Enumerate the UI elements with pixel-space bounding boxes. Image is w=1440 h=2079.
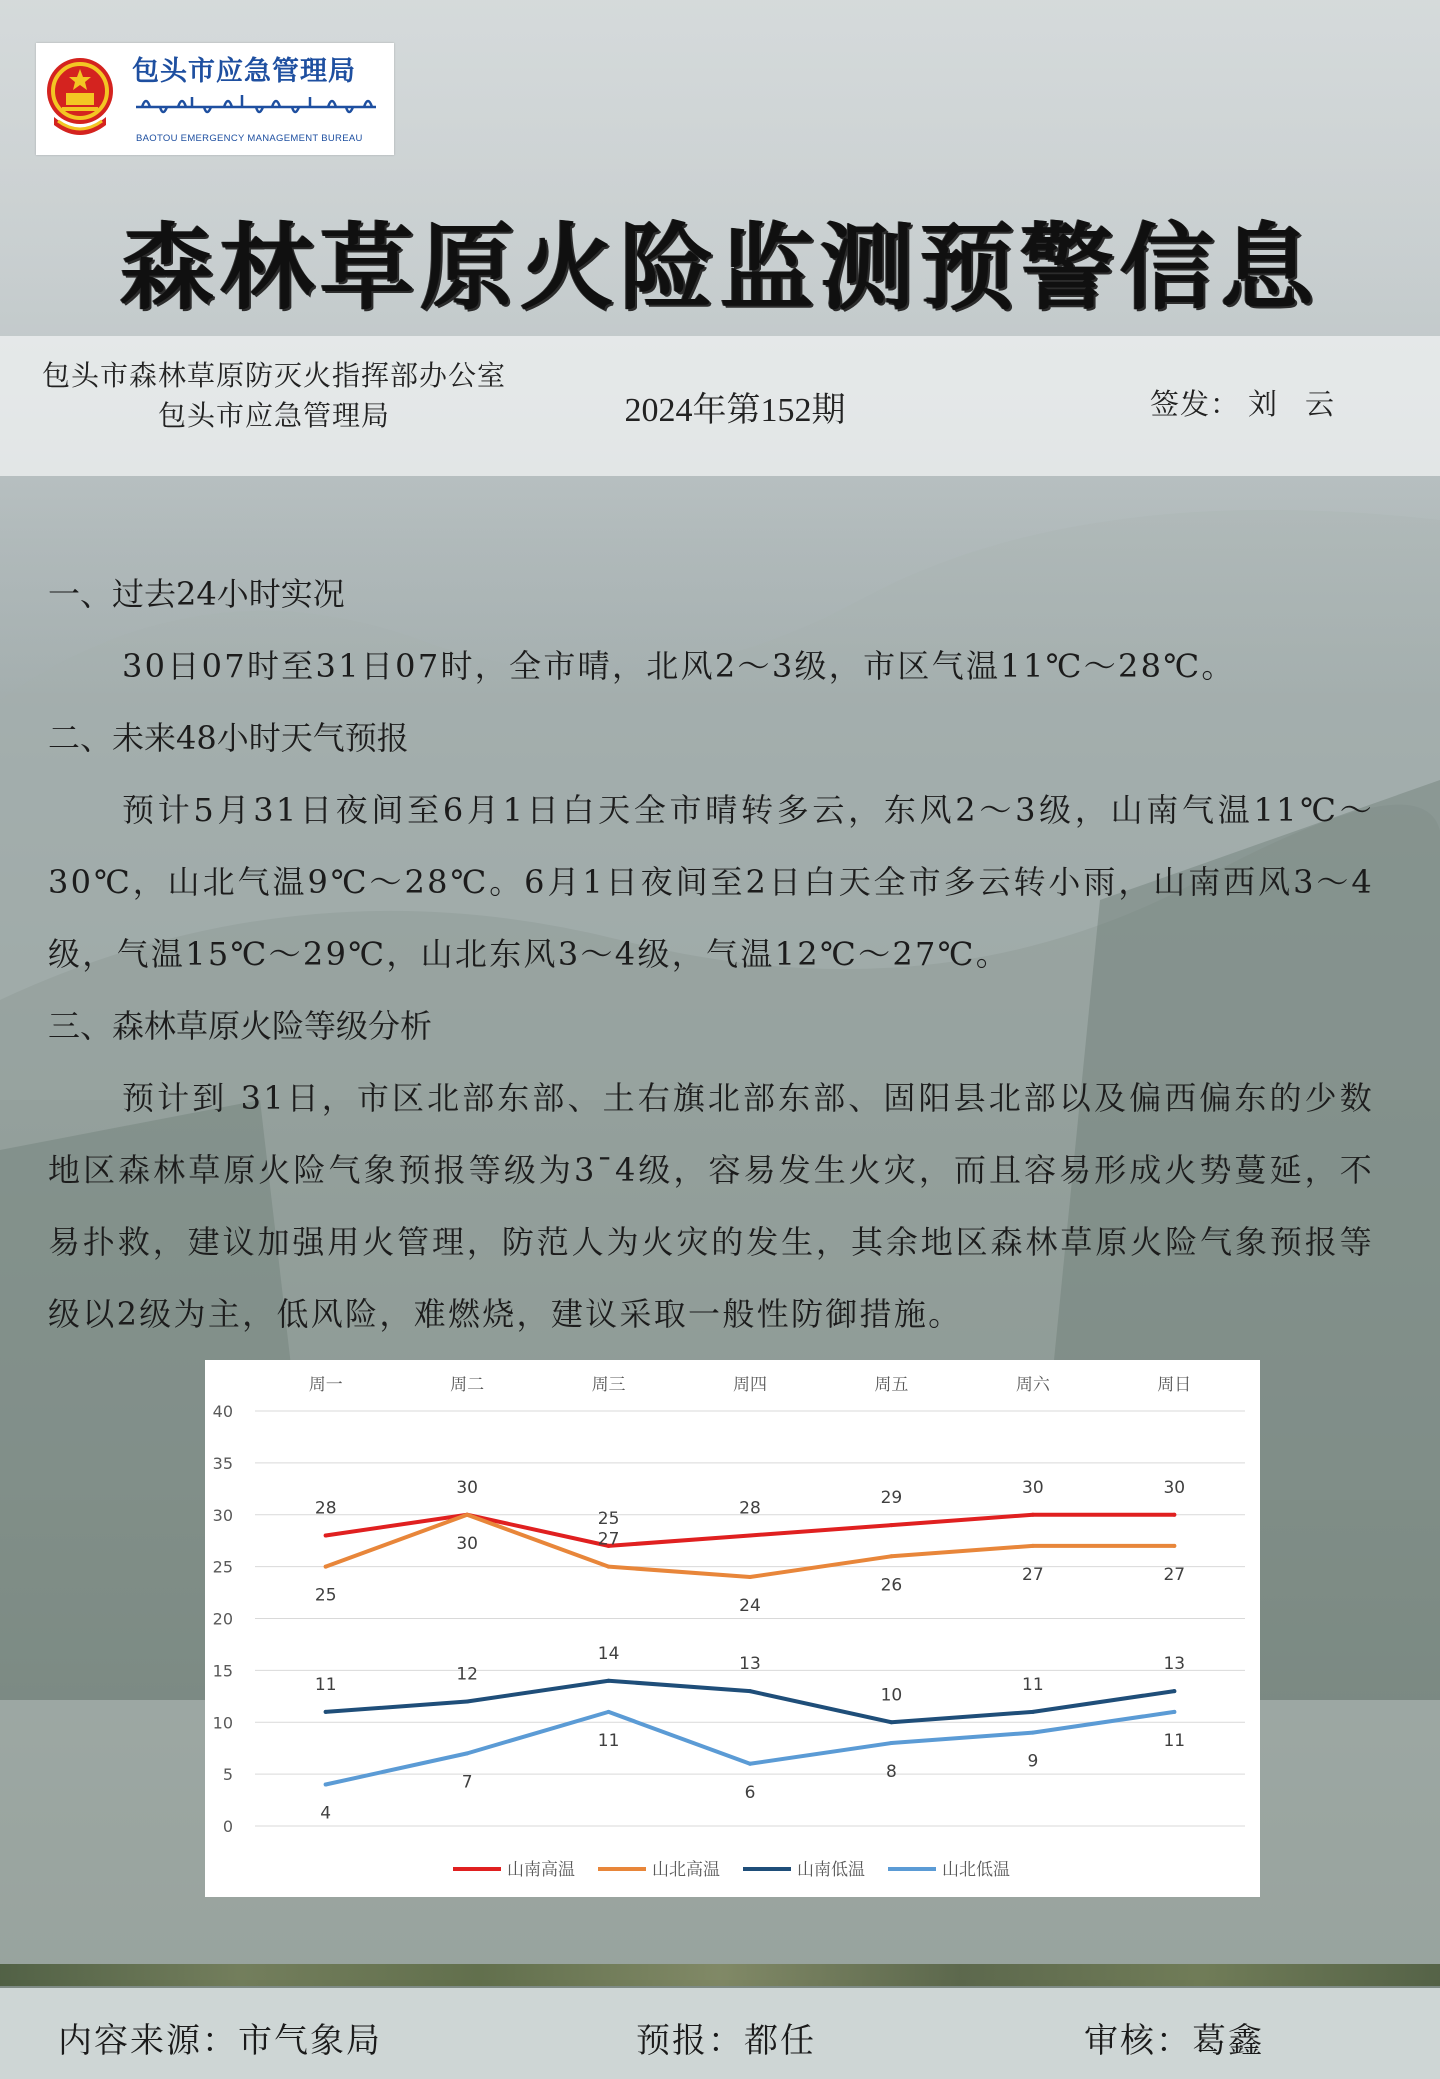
legend-label: 山南低温 <box>797 1860 865 1880</box>
data-point <box>1172 1710 1176 1714</box>
y-tick-label: 30 <box>212 1505 233 1525</box>
section-3-text: 预计到 31日，市区北部东部、土右旗北部东部、固阳县北部以及偏西偏东的少数地区森林草原火险气象预报等级为3¯4级，容易发生火灾，而且容易形成火势蔓延，不易扑救，建议加强用火管理，防范人为火灾的发生，其余地区森林草原火险气象预报等级以2级为主，低风险，难燃烧，建议采取一般性防御措施。 <box>48 1079 1374 1333</box>
document-title: 森林草原火险监测预警信息 <box>119 213 1320 323</box>
logo-name-cn: 包头市应急管理局 <box>132 56 356 87</box>
y-tick-label: 5 <box>222 1765 233 1785</box>
y-tick-label: 25 <box>212 1557 233 1577</box>
signatory <box>1150 382 1420 423</box>
footer-decor-strip <box>0 1964 1440 1986</box>
x-category-label: 周五 <box>874 1375 909 1395</box>
data-point <box>324 1565 328 1569</box>
data-label: 28 <box>314 1498 337 1519</box>
data-label: 25 <box>597 1508 620 1529</box>
data-label: 26 <box>880 1575 903 1596</box>
section-3-heading: 三、森林草原火险等级分析 <box>48 1007 433 1045</box>
national-emblem-icon <box>44 55 116 141</box>
legend-label: 山北高温 <box>652 1860 720 1880</box>
data-label: 25 <box>314 1585 337 1606</box>
data-label: 30 <box>456 1477 478 1498</box>
data-point <box>889 1741 893 1745</box>
x-category-label: 周一 <box>308 1375 343 1395</box>
data-point <box>889 1554 893 1558</box>
y-tick-label: 10 <box>212 1713 233 1733</box>
data-label: 11 <box>1163 1730 1186 1751</box>
y-tick-label: 15 <box>212 1661 233 1681</box>
logo-name-en: BAOTOU EMERGENCY MANAGEMENT BUREAU <box>136 133 363 144</box>
data-label: 13 <box>739 1654 761 1675</box>
x-category-label: 周四 <box>733 1375 767 1395</box>
x-category-label: 周日 <box>1157 1375 1192 1395</box>
data-point <box>607 1679 611 1683</box>
data-label: 9 <box>1027 1751 1039 1772</box>
data-label: 30 <box>456 1533 478 1554</box>
y-tick-label: 35 <box>212 1453 233 1473</box>
data-point <box>607 1565 611 1569</box>
data-label: 24 <box>739 1596 761 1616</box>
data-label: 4 <box>320 1803 332 1824</box>
data-label: 11 <box>1022 1674 1044 1695</box>
data-point <box>465 1513 469 1517</box>
issuing-organization <box>14 356 534 436</box>
data-label: 7 <box>461 1772 473 1793</box>
data-point <box>748 1689 752 1693</box>
issue-number: 2024年第152期 <box>624 392 846 429</box>
data-label: 14 <box>597 1643 620 1664</box>
data-point <box>465 1751 469 1755</box>
data-label: 11 <box>597 1730 620 1751</box>
sign-label: 签发： <box>1150 387 1241 421</box>
data-point <box>1031 1544 1035 1548</box>
bureau-logo <box>36 43 394 155</box>
org-line-1: 包头市森林草原防灭火指挥部办公室 <box>41 359 506 392</box>
x-category-label: 周二 <box>450 1375 485 1395</box>
footer-source: 内容来源：市气象局 <box>58 2021 382 2061</box>
data-label: 29 <box>880 1488 903 1509</box>
data-point <box>324 1783 328 1787</box>
y-tick-label: 0 <box>222 1817 233 1836</box>
temperature-line-chart <box>205 1360 1260 1897</box>
section-2-heading: 二、未来48小时天气预报 <box>48 719 409 757</box>
data-point <box>748 1534 752 1538</box>
data-label: 10 <box>880 1685 903 1706</box>
y-tick-label: 20 <box>212 1609 233 1629</box>
data-label: 13 <box>1163 1654 1186 1675</box>
data-label: 28 <box>739 1498 761 1519</box>
data-label: 8 <box>886 1762 897 1782</box>
data-label: 27 <box>1163 1564 1186 1585</box>
data-point <box>324 1534 328 1538</box>
data-label: 11 <box>314 1674 337 1695</box>
data-label: 6 <box>744 1782 756 1803</box>
legend-label: 山南高温 <box>507 1860 575 1880</box>
org-line-2: 包头市应急管理局 <box>157 399 390 432</box>
sign-name: 刘云 <box>1248 387 1363 421</box>
data-point <box>748 1762 752 1766</box>
data-label: 30 <box>1163 1477 1186 1498</box>
footer-reviewer: 审核：葛鑫 <box>1084 2021 1264 2061</box>
legend-label: 山北低温 <box>942 1860 1010 1880</box>
section-1-heading: 一、过去24小时实况 <box>48 575 345 613</box>
data-point <box>889 1523 893 1527</box>
series-line-4 <box>326 1712 1175 1785</box>
series-line-3 <box>326 1681 1175 1723</box>
data-point <box>889 1720 893 1724</box>
mongolian-script-logo <box>132 89 382 123</box>
y-tick-label: 40 <box>212 1402 233 1421</box>
data-point <box>1172 1689 1176 1693</box>
data-point <box>748 1575 752 1579</box>
temperature-chart <box>205 1360 1260 1897</box>
section-2-text: 预计5月31日夜间至6月1日白天全市晴转多云，东风2～3级，山南气温11℃～30℃，山北气温9℃～28℃。6月1日夜间至2日白天全市多云转小雨，山南西风3～4级，气温15℃～29℃，山北东风3～4级，气温12℃～27℃。 <box>48 791 1374 973</box>
data-label: 12 <box>456 1664 478 1685</box>
section-1-text: 30日07时至31日07时，全市晴，北风2～3级，市区气温11℃～28℃。 <box>122 647 1236 685</box>
data-point <box>1031 1513 1035 1517</box>
data-label: 27 <box>597 1529 620 1550</box>
footer-forecaster: 预报：都任 <box>636 2021 816 2061</box>
data-point <box>1031 1710 1035 1714</box>
data-label: 27 <box>1022 1564 1044 1585</box>
data-point <box>1172 1544 1176 1548</box>
data-point <box>1172 1513 1176 1517</box>
x-category-label: 周三 <box>591 1375 626 1395</box>
data-point <box>1031 1731 1035 1735</box>
x-category-label: 周六 <box>1015 1375 1050 1395</box>
data-label: 30 <box>1022 1477 1044 1498</box>
data-point <box>465 1700 469 1704</box>
series-line-2 <box>326 1515 1175 1577</box>
data-point <box>607 1710 611 1714</box>
data-point <box>324 1710 328 1714</box>
document-body <box>48 558 1374 1350</box>
